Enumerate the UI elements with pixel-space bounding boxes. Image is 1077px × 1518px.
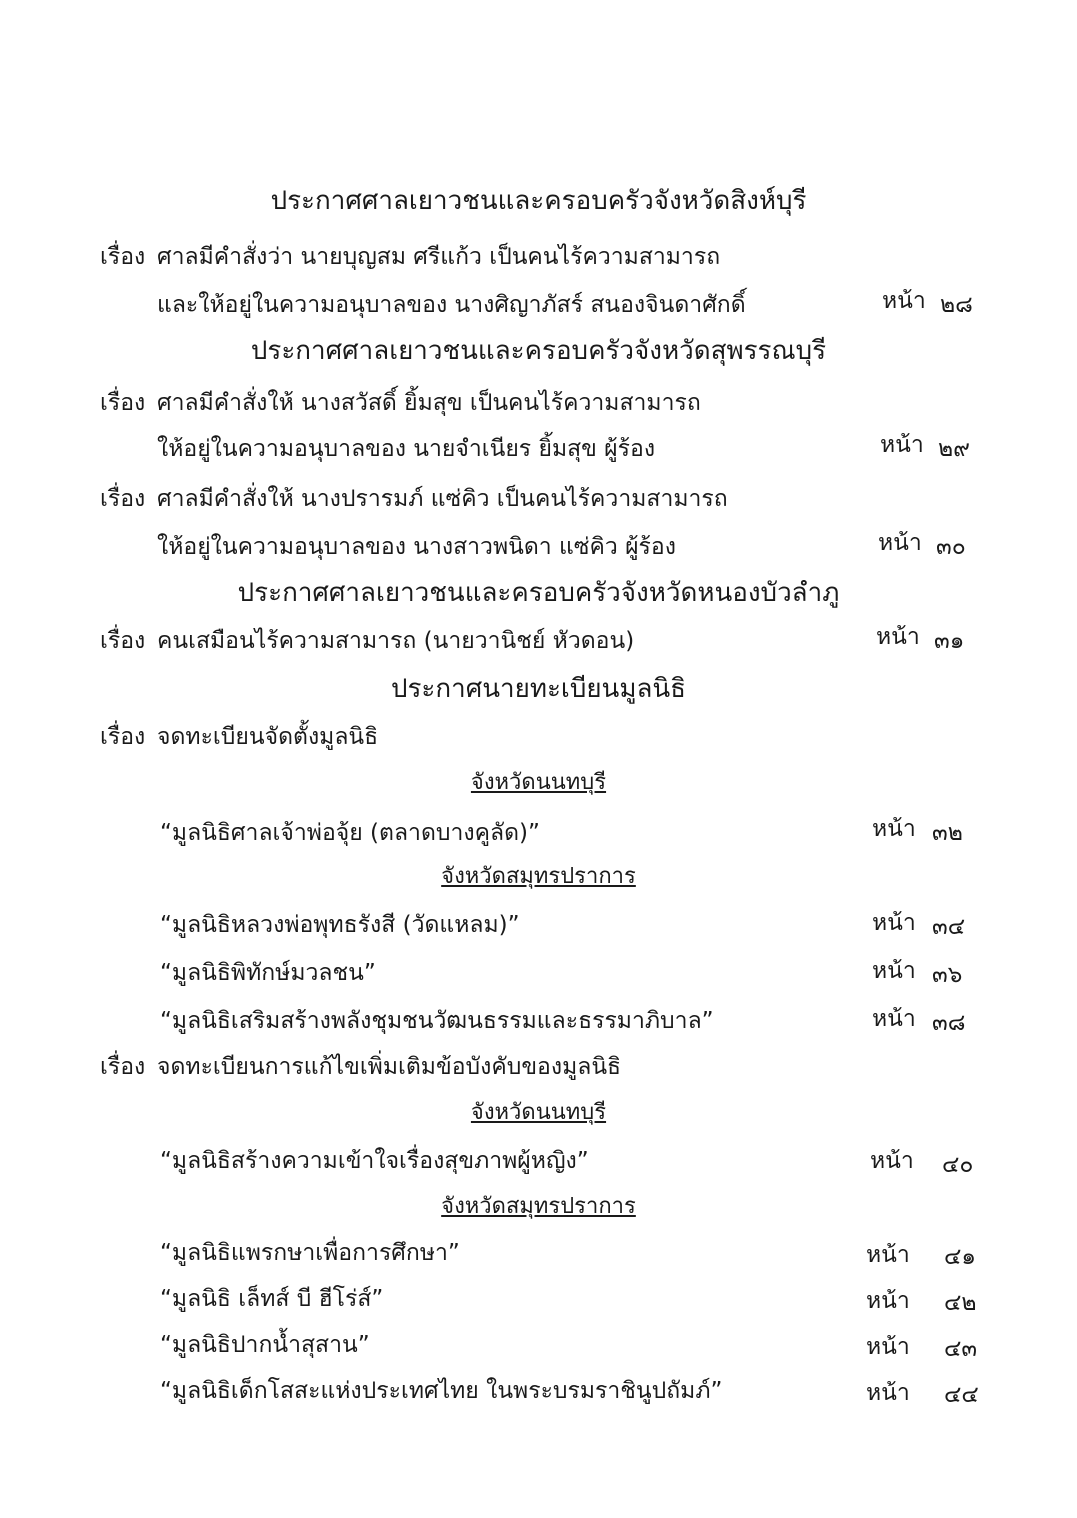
entry-text: จดทะเบียนการแก้ไขเพิ่มเติมข้อบังคับของมูลนิธิ bbox=[157, 1054, 622, 1080]
page-number: ๒๘ bbox=[940, 292, 973, 318]
foundation-name: “มูลนิธิสร้างความเข้าใจเรื่องสุขภาพผู้หญิง” bbox=[160, 1148, 589, 1174]
page-label: หน้า bbox=[866, 1242, 910, 1268]
page-label: หน้า bbox=[870, 1148, 914, 1174]
entry-text: ศาลมีคำสั่งให้ นางปรารมภ์ แซ่คิว เป็นคนไร้ความสามารถ bbox=[157, 486, 728, 512]
page-label: หน้า bbox=[872, 958, 916, 984]
section-heading-suphanburi: ประกาศศาลเยาวชนและครอบครัวจังหวัดสุพรรณบุรี bbox=[250, 336, 827, 366]
entry-text: และให้อยู่ในความอนุบาลของ นางศิญาภัสร์ สนองจินดาศักดิ์ bbox=[157, 292, 746, 318]
page-number: ๔๒ bbox=[944, 1290, 977, 1316]
page-number: ๒๙ bbox=[938, 436, 971, 462]
foundation-name: “มูลนิธิ เล็ทส์ บี ฮีโร่ส์” bbox=[160, 1286, 384, 1312]
foundation-name: “มูลนิธิปากน้ำสุสาน” bbox=[160, 1332, 370, 1358]
page-label: หน้า bbox=[872, 1006, 916, 1032]
subject-label: เรื่อง bbox=[100, 244, 146, 270]
entry-text: จดทะเบียนจัดตั้งมูลนิธิ bbox=[157, 724, 379, 750]
page-label: หน้า bbox=[880, 432, 924, 458]
province-heading: จังหวัดสมุทรปราการ bbox=[441, 1194, 636, 1219]
foundation-name: “มูลนิธิศาลเจ้าพ่อจุ้ย (ตลาดบางคูลัด)” bbox=[160, 820, 540, 846]
foundation-name: “มูลนิธิแพรกษาเพื่อการศึกษา” bbox=[160, 1240, 460, 1266]
foundation-name: “มูลนิธิหลวงพ่อพุทธรังสี (วัดแหลม)” bbox=[160, 912, 520, 938]
page-number: ๔๐ bbox=[942, 1152, 974, 1178]
page-label: หน้า bbox=[866, 1380, 910, 1406]
page-number: ๓๒ bbox=[932, 820, 963, 846]
subject-label: เรื่อง bbox=[100, 724, 146, 750]
page-label: หน้า bbox=[872, 816, 916, 842]
page-number: ๓๖ bbox=[932, 962, 963, 988]
entry-text: ศาลมีคำสั่งให้ นางสวัสดิ์ ยิ้มสุข เป็นคนไร้ความสามารถ bbox=[157, 390, 701, 416]
province-heading: จังหวัดนนทบุรี bbox=[470, 770, 607, 795]
page-number: ๓๐ bbox=[936, 534, 966, 560]
page-label: หน้า bbox=[866, 1288, 910, 1314]
section-heading-nongbualamphu: ประกาศศาลเยาวชนและครอบครัวจังหวัดหนองบัวลำภู bbox=[237, 578, 840, 608]
page-number: ๔๑ bbox=[944, 1244, 977, 1270]
page-label: หน้า bbox=[878, 530, 922, 556]
subject-label: เรื่อง bbox=[100, 390, 146, 416]
subject-label: เรื่อง bbox=[100, 1054, 146, 1080]
entry-text: คนเสมือนไร้ความสามารถ (นายวานิชย์ หัวดอน) bbox=[157, 628, 635, 654]
entry-text: ให้อยู่ในความอนุบาลของ นายจำเนียร ยิ้มสุข ผู้ร้อง bbox=[157, 436, 656, 462]
section-heading-foundation-registrar: ประกาศนายทะเบียนมูลนิธิ bbox=[390, 674, 687, 704]
page-number: ๓๑ bbox=[934, 628, 965, 654]
subject-label: เรื่อง bbox=[100, 486, 146, 512]
page-number: ๔๔ bbox=[944, 1382, 979, 1408]
page-label: หน้า bbox=[876, 624, 920, 650]
page-number: ๔๓ bbox=[944, 1336, 978, 1362]
province-heading: จังหวัดสมุทรปราการ bbox=[441, 864, 636, 889]
page-number: ๓๔ bbox=[932, 914, 966, 940]
foundation-name: “มูลนิธิพิทักษ์มวลชน” bbox=[160, 960, 376, 986]
page-label: หน้า bbox=[866, 1334, 910, 1360]
entry-text: ศาลมีคำสั่งว่า นายบุญสม ศรีแก้ว เป็นคนไร้ความสามารถ bbox=[157, 244, 721, 270]
foundation-name: “มูลนิธิเด็กโสสะแห่งประเทศไทย ในพระบรมราชินูปถัมภ์” bbox=[160, 1378, 723, 1404]
province-heading: จังหวัดนนทบุรี bbox=[470, 1100, 607, 1125]
page-label: หน้า bbox=[882, 288, 926, 314]
page-number: ๓๘ bbox=[932, 1010, 966, 1036]
foundation-name: “มูลนิธิเสริมสร้างพลังชุมชนวัฒนธรรมและธรรมาภิบาล” bbox=[160, 1008, 714, 1034]
page-label: หน้า bbox=[872, 910, 916, 936]
subject-label: เรื่อง bbox=[100, 628, 146, 654]
section-heading-singburi: ประกาศศาลเยาวชนและครอบครัวจังหวัดสิงห์บุรี bbox=[270, 186, 807, 216]
entry-text: ให้อยู่ในความอนุบาลของ นางสาวพนิดา แซ่คิว ผู้ร้อง bbox=[157, 534, 676, 560]
